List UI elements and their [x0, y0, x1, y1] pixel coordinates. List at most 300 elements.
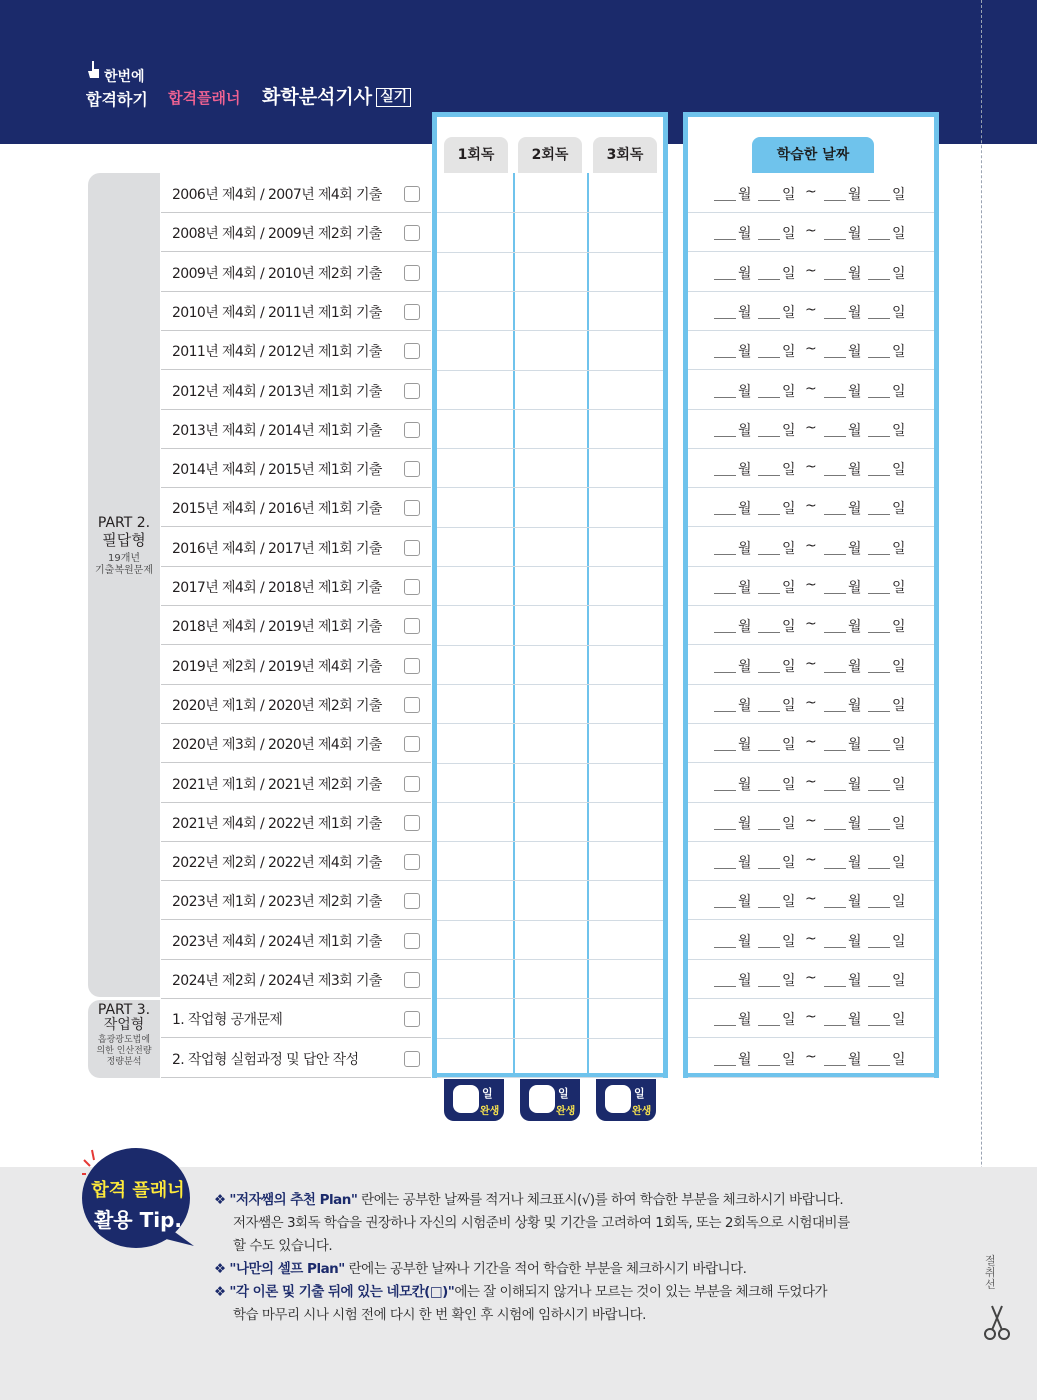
day-label: 일: [892, 226, 906, 243]
plan-row-line: [437, 370, 663, 371]
day-blank[interactable]: [868, 554, 890, 555]
month-blank[interactable]: [824, 514, 846, 515]
day-label: 일: [782, 619, 796, 636]
month-blank[interactable]: [714, 790, 736, 791]
day-blank[interactable]: [758, 868, 780, 869]
month-blank[interactable]: [824, 1025, 846, 1026]
list-item: [161, 253, 431, 292]
tip-highlight: "각 이론 및 기출 뒤에 있는 네모칸(□)": [229, 1284, 455, 1300]
month-label: 월: [738, 973, 752, 989]
month-blank[interactable]: [714, 593, 736, 594]
plan-row-line: [437, 448, 663, 449]
date-row[interactable]: [688, 803, 934, 842]
day-label: 일: [782, 187, 796, 203]
part3-sub-line1: 흡광광도법에: [97, 1035, 151, 1045]
month-label: 월: [848, 226, 862, 243]
tip-highlight: "나만의 셀프 Plan": [229, 1261, 345, 1277]
tilde-separator: ~: [805, 852, 817, 869]
list-item: [161, 881, 431, 920]
month-blank[interactable]: [824, 475, 846, 476]
day-blank[interactable]: [868, 947, 890, 948]
month-label: 월: [848, 776, 862, 793]
tilde-separator: ~: [805, 380, 817, 397]
day-label: 일: [892, 501, 906, 518]
day-blank[interactable]: [868, 868, 890, 869]
date-row[interactable]: [688, 764, 934, 803]
review-checkbox[interactable]: [404, 383, 420, 399]
review-checkbox[interactable]: [404, 265, 420, 281]
month-blank[interactable]: [824, 986, 846, 987]
month-label: 월: [848, 1051, 862, 1068]
day-blank[interactable]: [758, 711, 780, 712]
month-blank[interactable]: [714, 554, 736, 555]
item-label: 2019년 제2회 / 2019년 제4회 기출: [172, 658, 382, 675]
month-blank[interactable]: [824, 200, 846, 201]
plan-row-line: [437, 684, 663, 685]
day-blank[interactable]: [868, 1025, 890, 1026]
brand-logo: [86, 60, 246, 116]
completion-day-label: 일: [634, 1087, 645, 1100]
list-item: [161, 292, 431, 331]
month-label: 월: [848, 187, 862, 203]
part3-label-column: [88, 1000, 160, 1078]
month-label: 월: [738, 540, 752, 557]
review-checkbox[interactable]: [404, 540, 420, 556]
list-item: [161, 606, 431, 645]
completion-day-input[interactable]: [605, 1085, 631, 1113]
review-checkbox[interactable]: [404, 736, 420, 752]
month-blank[interactable]: [824, 750, 846, 751]
month-blank[interactable]: [824, 947, 846, 948]
day-label: 일: [782, 383, 796, 400]
day-blank[interactable]: [868, 436, 890, 437]
tilde-separator: ~: [805, 184, 817, 200]
month-label: 월: [848, 1012, 862, 1029]
month-label: 월: [848, 855, 862, 872]
tilde-separator: ~: [805, 616, 817, 633]
date-row[interactable]: [688, 174, 934, 213]
month-blank[interactable]: [824, 672, 846, 673]
day-blank[interactable]: [758, 790, 780, 791]
day-label: 일: [892, 737, 906, 754]
day-blank[interactable]: [868, 672, 890, 673]
review-checkbox[interactable]: [404, 579, 420, 595]
completion-day-label: 일: [558, 1087, 569, 1100]
part2-label-column: [88, 173, 160, 997]
item-label: 2015년 제4회 / 2016년 제1회 기출: [172, 501, 382, 518]
month-blank[interactable]: [714, 318, 736, 319]
day-label: 일: [782, 815, 796, 832]
day-blank[interactable]: [868, 318, 890, 319]
day-blank[interactable]: [758, 279, 780, 280]
review-checkbox[interactable]: [404, 972, 420, 988]
day-blank[interactable]: [758, 514, 780, 515]
date-row[interactable]: [688, 213, 934, 252]
day-blank[interactable]: [868, 239, 890, 240]
plan-row-line: [437, 566, 663, 567]
plan-row-line: [437, 409, 663, 410]
month-blank[interactable]: [824, 829, 846, 830]
day-label: 일: [782, 1051, 796, 1068]
month-blank[interactable]: [714, 475, 736, 476]
list-item: [161, 331, 431, 370]
month-blank[interactable]: [714, 986, 736, 987]
day-label: 일: [782, 501, 796, 518]
planner-label: 합격플래너: [168, 89, 241, 107]
day-label: 일: [892, 894, 906, 911]
day-blank[interactable]: [758, 397, 780, 398]
tilde-separator: ~: [805, 891, 817, 908]
item-label: 2021년 제4회 / 2022년 제1회 기출: [172, 815, 382, 832]
logo-text-bottom: 합격하기: [86, 90, 148, 109]
month-blank[interactable]: [824, 279, 846, 280]
completion-day-input[interactable]: [453, 1085, 479, 1113]
month-blank[interactable]: [824, 318, 846, 319]
month-label: 월: [848, 422, 862, 439]
day-blank[interactable]: [868, 907, 890, 908]
month-blank[interactable]: [714, 357, 736, 358]
plan-divider: [513, 173, 515, 1078]
tilde-separator: ~: [805, 655, 817, 672]
day-blank[interactable]: [868, 514, 890, 515]
item-label: 2022년 제2회 / 2022년 제4회 기출: [172, 855, 382, 872]
tip-highlight: "저자쌤의 추천 Plan": [229, 1192, 358, 1208]
month-blank[interactable]: [714, 200, 736, 201]
list-item: [161, 174, 431, 213]
date-row[interactable]: [688, 881, 934, 920]
tilde-separator: ~: [805, 734, 817, 751]
completion-badge-pass-2: [520, 1079, 580, 1121]
completion-badge-pass-1: [444, 1079, 504, 1121]
day-blank[interactable]: [758, 200, 780, 201]
tip-item-1: [214, 1188, 843, 1208]
day-label: 일: [782, 422, 796, 439]
tip-item-3: [214, 1280, 827, 1300]
month-blank[interactable]: [714, 672, 736, 673]
day-label: 일: [892, 933, 906, 950]
day-label: 일: [782, 973, 796, 989]
tilde-separator: ~: [805, 812, 817, 829]
date-row[interactable]: [688, 410, 934, 449]
month-blank[interactable]: [714, 279, 736, 280]
month-blank[interactable]: [824, 1065, 846, 1066]
day-blank[interactable]: [758, 986, 780, 987]
item-label: 2009년 제4회 / 2010년 제2회 기출: [172, 265, 382, 282]
part3-name-line2: 작업형: [103, 1017, 145, 1033]
day-blank[interactable]: [868, 593, 890, 594]
month-label: 월: [848, 658, 862, 675]
review-checkbox[interactable]: [404, 186, 420, 202]
item-label: 2017년 제4회 / 2018년 제1회 기출: [172, 580, 382, 596]
month-label: 월: [738, 697, 752, 714]
review-checkbox[interactable]: [404, 933, 420, 949]
recommended-plan-box: [432, 112, 668, 1078]
date-row[interactable]: [688, 292, 934, 331]
review-checkbox[interactable]: [404, 776, 420, 792]
day-blank[interactable]: [868, 279, 890, 280]
date-row[interactable]: [688, 606, 934, 645]
month-blank[interactable]: [714, 907, 736, 908]
date-row[interactable]: [688, 685, 934, 724]
month-label: 월: [848, 815, 862, 832]
plan-row-line: [437, 487, 663, 488]
month-blank[interactable]: [714, 750, 736, 751]
date-row[interactable]: [688, 646, 934, 685]
review-checkbox[interactable]: [404, 343, 420, 359]
completion-done-label: 완생: [480, 1106, 500, 1117]
study-date-header: 학습한 날짜: [752, 137, 874, 173]
review-checkbox[interactable]: [404, 500, 420, 516]
day-blank[interactable]: [868, 357, 890, 358]
month-label: 월: [848, 737, 862, 754]
month-label: 월: [738, 815, 752, 832]
tilde-separator: ~: [805, 459, 817, 476]
day-blank[interactable]: [868, 986, 890, 987]
month-label: 월: [848, 344, 862, 361]
day-label: 일: [782, 697, 796, 714]
list-item: [161, 842, 431, 881]
month-label: 월: [738, 462, 752, 479]
tilde-separator: ~: [805, 694, 817, 711]
month-blank[interactable]: [824, 790, 846, 791]
day-blank[interactable]: [758, 947, 780, 948]
day-label: 일: [782, 540, 796, 557]
list-item: [161, 567, 431, 606]
day-blank[interactable]: [868, 790, 890, 791]
list-item: [161, 371, 431, 410]
day-label: 일: [782, 265, 796, 282]
date-row[interactable]: [688, 960, 934, 999]
part3-sub-line2: 의한 인산전량: [96, 1046, 152, 1056]
day-label: 일: [782, 344, 796, 361]
diamond-bullet-icon: ❖: [214, 1284, 226, 1300]
review-checkbox[interactable]: [404, 893, 420, 909]
month-blank[interactable]: [714, 514, 736, 515]
month-label: 월: [738, 658, 752, 675]
tip-continuation: 할 수도 있습니다.: [233, 1238, 333, 1254]
item-label: 2018년 제4회 / 2019년 제1회 기출: [172, 619, 382, 636]
completion-day-input[interactable]: [529, 1085, 555, 1113]
item-label: 2006년 제4회 / 2007년 제4회 기출: [172, 187, 382, 203]
date-row[interactable]: [688, 449, 934, 488]
tip-text: 란에는 공부한 날짜나 기간을 적어 학습한 부분을 체크하시기 바랍니다.: [344, 1261, 747, 1277]
part2-sub-line2: 기출복원문제: [95, 565, 153, 576]
day-blank[interactable]: [868, 632, 890, 633]
list-item: [161, 449, 431, 488]
month-blank[interactable]: [824, 868, 846, 869]
review-checkbox[interactable]: [404, 225, 420, 241]
day-label: 일: [782, 1012, 796, 1029]
list-item: [161, 921, 431, 960]
day-label: 일: [782, 737, 796, 754]
month-blank[interactable]: [714, 947, 736, 948]
month-label: 월: [848, 580, 862, 596]
plan-row-line: [437, 763, 663, 764]
month-blank[interactable]: [824, 239, 846, 240]
review-checkbox[interactable]: [404, 422, 420, 438]
month-label: 월: [848, 619, 862, 636]
day-blank[interactable]: [758, 1065, 780, 1066]
month-blank[interactable]: [714, 711, 736, 712]
day-blank[interactable]: [758, 1025, 780, 1026]
tab-pass-1: 1회독: [444, 137, 508, 173]
completion-done-label: 완생: [632, 1106, 652, 1117]
date-row[interactable]: [688, 528, 934, 567]
day-label: 일: [892, 462, 906, 479]
part2-name-line2: 필답형: [102, 531, 146, 549]
page-title: [262, 82, 411, 109]
tilde-separator: ~: [805, 262, 817, 279]
month-label: 월: [738, 422, 752, 439]
review-checkbox[interactable]: [404, 1011, 420, 1027]
month-label: 월: [738, 933, 752, 950]
day-blank[interactable]: [758, 593, 780, 594]
review-checkbox[interactable]: [404, 658, 420, 674]
part2-name-line1: PART 2.: [97, 515, 151, 531]
tab-pass-2: 2회독: [518, 137, 582, 173]
date-row[interactable]: [688, 842, 934, 881]
day-label: 일: [892, 265, 906, 282]
list-item: [161, 999, 431, 1038]
item-label: 2014년 제4회 / 2015년 제1회 기출: [172, 462, 382, 479]
logo-text-top: 한번에: [104, 69, 145, 85]
item-label: 1. 작업형 공개문제: [172, 1012, 283, 1029]
day-blank[interactable]: [758, 475, 780, 476]
day-blank[interactable]: [758, 750, 780, 751]
month-blank[interactable]: [714, 397, 736, 398]
day-blank[interactable]: [868, 200, 890, 201]
item-label: 2020년 제3회 / 2020년 제4회 기출: [172, 737, 382, 754]
month-blank[interactable]: [714, 632, 736, 633]
day-blank[interactable]: [758, 829, 780, 830]
month-blank[interactable]: [714, 239, 736, 240]
day-label: 일: [782, 580, 796, 596]
date-row[interactable]: [688, 921, 934, 960]
day-blank[interactable]: [868, 475, 890, 476]
tab-pass-3: 3회독: [593, 137, 657, 173]
item-label: 2008년 제4회 / 2009년 제2회 기출: [172, 226, 382, 243]
plan-divider: [587, 173, 589, 1078]
month-label: 월: [738, 226, 752, 243]
day-blank[interactable]: [758, 436, 780, 437]
item-label: 2024년 제2회 / 2024년 제3회 기출: [172, 973, 382, 989]
month-label: 월: [738, 344, 752, 361]
diamond-bullet-icon: ❖: [214, 1261, 226, 1277]
month-label: 월: [738, 501, 752, 518]
tilde-separator: ~: [805, 970, 817, 986]
date-row[interactable]: [688, 488, 934, 527]
item-label: 2012년 제4회 / 2013년 제1회 기출: [172, 383, 382, 400]
plan-row-line: [437, 1038, 663, 1039]
month-blank[interactable]: [714, 829, 736, 830]
day-blank[interactable]: [868, 397, 890, 398]
month-blank[interactable]: [824, 593, 846, 594]
item-label: 2023년 제4회 / 2024년 제1회 기출: [172, 933, 382, 950]
date-row[interactable]: [688, 331, 934, 370]
day-blank[interactable]: [868, 711, 890, 712]
month-blank[interactable]: [824, 907, 846, 908]
tilde-separator: ~: [805, 537, 817, 554]
day-blank[interactable]: [758, 357, 780, 358]
day-label: 일: [782, 855, 796, 872]
day-blank[interactable]: [758, 239, 780, 240]
diamond-bullet-icon: ❖: [214, 1192, 226, 1208]
day-blank[interactable]: [758, 907, 780, 908]
plan-row-line: [437, 723, 663, 724]
date-row[interactable]: [688, 371, 934, 410]
review-checkbox[interactable]: [404, 854, 420, 870]
month-label: 월: [848, 894, 862, 911]
day-label: 일: [892, 422, 906, 439]
plan-row-line: [437, 1077, 663, 1078]
tilde-separator: ~: [805, 223, 817, 240]
plan-row-line: [437, 998, 663, 999]
month-label: 월: [738, 894, 752, 911]
review-checkbox[interactable]: [404, 304, 420, 320]
plan-row-line: [437, 959, 663, 960]
day-blank[interactable]: [868, 750, 890, 751]
day-blank[interactable]: [758, 318, 780, 319]
date-row[interactable]: [688, 999, 934, 1038]
review-checkbox[interactable]: [404, 1051, 420, 1067]
tilde-separator: ~: [805, 419, 817, 436]
review-checkbox[interactable]: [404, 815, 420, 831]
day-label: 일: [782, 658, 796, 675]
tip-text: 에는 잘 이해되지 않거나 모르는 것이 있는 부분을 체크해 두었다가: [454, 1284, 828, 1300]
day-label: 일: [892, 304, 906, 321]
tip-continuation: 저자쌤은 3회독 학습을 권장하나 자신의 시험준비 상황 및 기간을 고려하여 1회독, 또는 2회독으로 시험대비를: [233, 1215, 850, 1231]
day-blank[interactable]: [758, 672, 780, 673]
date-row[interactable]: [688, 1039, 934, 1078]
month-blank[interactable]: [824, 632, 846, 633]
month-blank[interactable]: [714, 1065, 736, 1066]
review-checkbox[interactable]: [404, 697, 420, 713]
review-checkbox[interactable]: [404, 618, 420, 634]
month-blank[interactable]: [824, 711, 846, 712]
month-label: 월: [738, 265, 752, 282]
day-label: 일: [782, 894, 796, 911]
day-blank[interactable]: [868, 829, 890, 830]
date-row[interactable]: [688, 724, 934, 763]
list-item: [161, 488, 431, 527]
date-row[interactable]: [688, 567, 934, 606]
month-blank[interactable]: [824, 357, 846, 358]
day-label: 일: [892, 1012, 906, 1029]
date-row[interactable]: [688, 253, 934, 292]
month-label: 월: [738, 304, 752, 321]
list-item: [161, 1039, 431, 1078]
month-label: 월: [738, 737, 752, 754]
day-label: 일: [892, 187, 906, 203]
day-blank[interactable]: [758, 554, 780, 555]
month-blank[interactable]: [714, 436, 736, 437]
review-checkbox[interactable]: [404, 461, 420, 477]
item-label: 2023년 제1회 / 2023년 제2회 기출: [172, 894, 382, 911]
list-item: [161, 685, 431, 724]
list-item: [161, 213, 431, 252]
month-blank[interactable]: [714, 868, 736, 869]
month-blank[interactable]: [714, 1025, 736, 1026]
day-blank[interactable]: [758, 632, 780, 633]
month-blank[interactable]: [824, 436, 846, 437]
month-label: 월: [738, 1051, 752, 1068]
day-label: 일: [892, 580, 906, 596]
month-blank[interactable]: [824, 397, 846, 398]
month-blank[interactable]: [824, 554, 846, 555]
month-label: 월: [738, 1012, 752, 1029]
day-blank[interactable]: [868, 1065, 890, 1066]
item-label: 2. 작업형 실험과정 및 답안 작성: [172, 1051, 359, 1068]
